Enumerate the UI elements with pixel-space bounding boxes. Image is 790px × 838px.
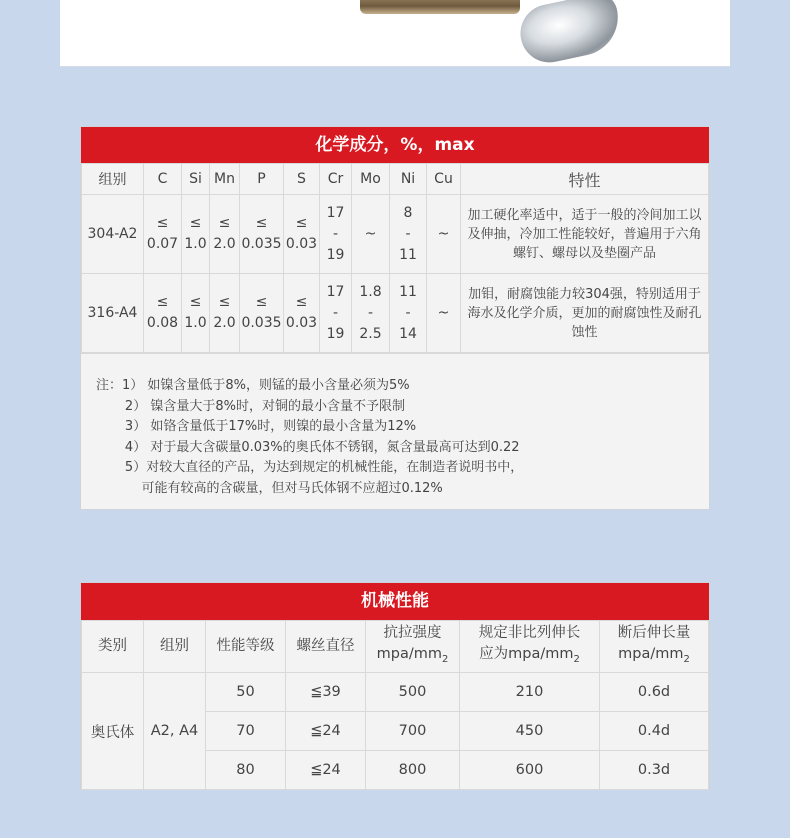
cell-si: ≤ 1.0 — [182, 195, 210, 274]
cell-elongation: 0.6d — [600, 673, 709, 712]
header-c: C — [144, 164, 182, 195]
header-cr: Cr — [320, 164, 352, 195]
table-row — [82, 673, 709, 712]
cell-s: ≤ 0.03 — [284, 274, 320, 353]
cell-group: 304-A2 — [82, 195, 144, 274]
cell-elongation: 0.4d — [600, 712, 709, 751]
cell-mo: ~ — [352, 195, 390, 274]
product-photo — [60, 0, 730, 67]
cell-tensile: 800 — [366, 751, 460, 790]
yield-unit: 应为mpa/$mm_2$ — [479, 646, 580, 665]
chemical-table — [81, 163, 709, 353]
cell-p: ≤ 0.035 — [240, 195, 284, 274]
nut-image — [515, 0, 625, 67]
header-ni: Ni — [390, 164, 427, 195]
mechanical-title: 机械性能 — [81, 583, 709, 620]
cell-ni: 8 - 11 — [390, 195, 427, 274]
cell-mn: ≤ 2.0 — [210, 195, 240, 274]
cell-diameter: ≦24 — [286, 712, 366, 751]
header-p: P — [240, 164, 284, 195]
note-line: 3） 如铬含量低于17%时，则镍的最小含量为12% — [96, 419, 417, 434]
cell-ni: 11 - 14 — [390, 274, 427, 353]
cell-yield: 450 — [460, 712, 600, 751]
table-row — [82, 195, 709, 274]
tensile-unit: mpa/$mm_2$ — [376, 646, 449, 665]
cell-elongation: 0.3d — [600, 751, 709, 790]
note-line: 可能有较高的含碳量，但对马氏体钢不应超过0.12% — [96, 480, 443, 496]
cell-grade: 80 — [206, 751, 286, 790]
chemical-composition-card — [80, 126, 710, 510]
header-mn: Mn — [210, 164, 240, 195]
cell-grade: 50 — [206, 673, 286, 712]
cell-tensile: 500 — [366, 673, 460, 712]
header-s: S — [284, 164, 320, 195]
cell-cu: ~ — [427, 195, 461, 274]
note-line: 4） 对于最大含碳量0.03%的奥氏体不锈钢，氮含量最高可达到0.22 — [96, 439, 520, 455]
note-line: 2） 镍含量大于8%时，对铜的最小含量不予限制 — [96, 398, 405, 414]
tensile-label: 抗拉强度 — [383, 625, 442, 642]
cell-mo: 1.8 - 2.5 — [352, 274, 390, 353]
header-yield — [460, 621, 600, 673]
header-cu: Cu — [427, 164, 461, 195]
header-grade: 性能等级 — [206, 621, 286, 673]
mechanical-properties-card — [80, 582, 710, 790]
yield-label: 规定非比列伸长 — [478, 625, 581, 642]
header-elongation — [600, 621, 709, 673]
cell-diameter: ≦39 — [286, 673, 366, 712]
notes — [81, 353, 709, 517]
header-diameter: 螺丝直径 — [286, 621, 366, 673]
mechanical-header-row — [82, 621, 709, 673]
header-mo: Mo — [352, 164, 390, 195]
cell-yield: 600 — [460, 751, 600, 790]
header-si: Si — [182, 164, 210, 195]
cell-property: 加钼，耐腐蚀能力较304强，特别适用于海水及化学介质，更加的耐腐蚀性及耐孔蚀性 — [461, 274, 709, 353]
cell-mn: ≤ 2.0 — [210, 274, 240, 353]
cell-cu: ~ — [427, 274, 461, 353]
note-line: 注：1） 如镍含量低于8%，则锰的最小含量必须为5% — [96, 378, 410, 393]
cell-category: 奥氏体 — [82, 673, 144, 790]
header-property: 特性 — [461, 164, 709, 195]
chemical-header-row — [82, 164, 709, 195]
cell-si: ≤ 1.0 — [182, 274, 210, 353]
cell-yield: 210 — [460, 673, 600, 712]
table-row — [82, 274, 709, 353]
header-tensile — [366, 621, 460, 673]
cell-group: 316-A4 — [82, 274, 144, 353]
header-category: 类别 — [82, 621, 144, 673]
chemical-title: 化学成分，%，max — [81, 127, 709, 163]
elongation-unit: mpa/$mm_2$ — [618, 646, 690, 665]
header-group: 组别 — [82, 164, 144, 195]
bolt-image — [360, 0, 520, 14]
cell-c: ≤ 0.07 — [144, 195, 182, 274]
header-group: 组别 — [144, 621, 206, 673]
elongation-label: 断后伸长量 — [617, 625, 691, 642]
cell-cr: 17 - 19 — [320, 195, 352, 274]
mechanical-table — [81, 620, 709, 790]
cell-grade: 70 — [206, 712, 286, 751]
cell-diameter: ≦24 — [286, 751, 366, 790]
cell-group: A2, A4 — [144, 673, 206, 790]
cell-tensile: 700 — [366, 712, 460, 751]
cell-cr: 17 - 19 — [320, 274, 352, 353]
cell-p: ≤ 0.035 — [240, 274, 284, 353]
cell-property: 加工硬化率适中，适于一般的冷间加工以及伸抽，冷加工性能较好，普遍用于六角螺钉、螺母以及垫圈产品 — [461, 195, 709, 274]
note-line: 5）对较大直径的产品，为达到规定的机械性能，在制造者说明书中， — [96, 460, 524, 475]
cell-s: ≤ 0.03 — [284, 195, 320, 274]
cell-c: ≤ 0.08 — [144, 274, 182, 353]
